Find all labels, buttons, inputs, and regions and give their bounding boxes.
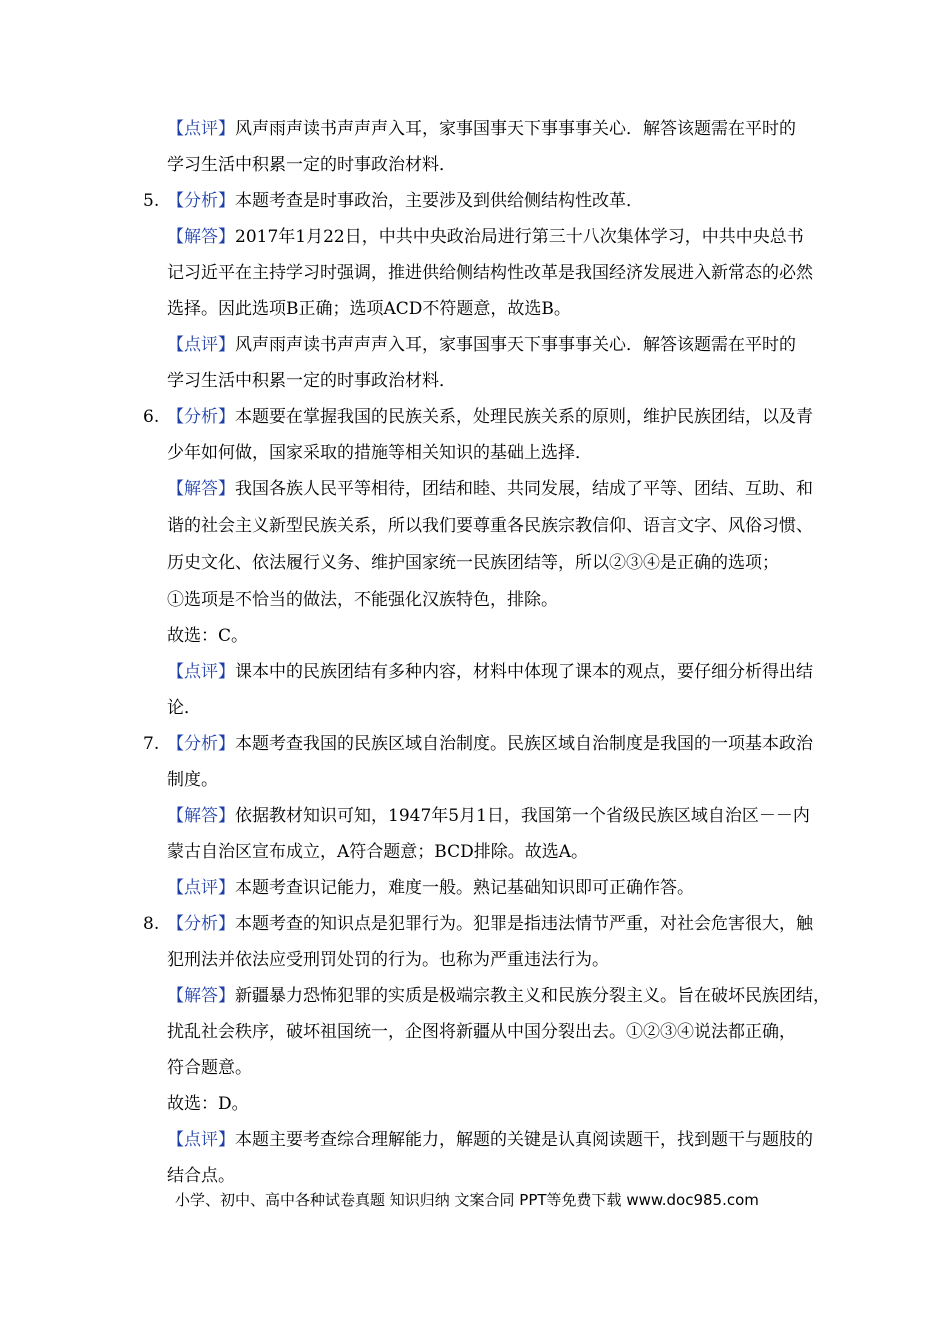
answer-line: ①选项是不恰当的做法，不能强化汉族特色，排除。 [167,590,558,610]
answer-line: 记习近平在主持学习时强调，推进供给侧结构性改革是我国经济发展进入新常态的必然 [167,263,813,283]
question-number: 7. [143,734,160,754]
answer-line: 【解答】依据教材知识可知，1947年5月1日，我国第一个省级民族区域自治区－－内 [167,806,810,826]
comment-line: 学习生活中积累一定的时事政治材料． [167,371,456,391]
question-number: 8. [143,914,160,934]
analysis-tag: 【分析】 [167,407,235,427]
comment-line: 【点评】本题考查识记能力，难度一般。熟记基础知识即可正确作答。 [167,878,694,898]
analysis-tag: 【分析】 [167,734,235,754]
answer-line: 【解答】新疆暴力恐怖犯罪的实质是极端宗教主义和民族分裂主义。旨在破坏民族团结， [167,986,830,1006]
analysis-line: 犯刑法并依法应受刑罚处罚的行为。也称为严重违法行为。 [167,950,609,970]
analysis-line: 少年如何做，国家采取的措施等相关知识的基础上选择． [167,443,592,463]
comment-line: 【点评】课本中的民族团结有多种内容，材料中体现了课本的观点，要仔细分析得出结 [167,662,813,682]
answer-line: 蒙古自治区宣布成立，A符合题意；BCD排除。故选A。 [167,842,588,862]
answer-tag: 【解答】 [167,479,235,499]
analysis-line: 【分析】本题考查是时事政治，主要涉及到供给侧结构性改革． [167,191,643,211]
answer-line: 选择。因此选项B正确；选项ACD不符题意，故选B。 [167,299,571,319]
comment-line: 论． [167,698,201,718]
comment-line: 【点评】本题主要考查综合理解能力，解题的关键是认真阅读题干，找到题干与题肢的 [167,1130,813,1150]
answer-line: 故选：C。 [167,626,249,646]
comment-tag: 【点评】 [167,662,235,682]
answer-line: 【解答】我国各族人民平等相待，团结和睦、共同发展，结成了平等、团结、互助、和 [167,479,813,499]
answer-line: 故选：D。 [167,1094,249,1114]
answer-line: 历史文化、依法履行义务、维护国家统一民族团结等，所以②③④是正确的选项； [167,553,779,573]
page-footer: 小学、初中、高中各种试卷真题 知识归纳 文案合同 PPT等免费下载 www.doc985.com [175,1191,759,1209]
question-number: 6. [143,407,160,427]
comment-tag: 【点评】 [167,335,235,355]
comment-line: 【点评】风声雨声读书声声声入耳，家事国事天下事事事关心．解答该题需在平时的 [167,119,796,139]
comment-tag: 【点评】 [167,878,235,898]
answer-tag: 【解答】 [167,806,235,826]
analysis-tag: 【分析】 [167,191,235,211]
comment-line: 【点评】风声雨声读书声声声入耳，家事国事天下事事事关心．解答该题需在平时的 [167,335,796,355]
analysis-line: 【分析】本题考查我国的民族区域自治制度。民族区域自治制度是我国的一项基本政治 [167,734,813,754]
answer-line: 符合题意。 [167,1058,252,1078]
comment-line: 学习生活中积累一定的时事政治材料． [167,155,456,175]
comment-tag: 【点评】 [167,1130,235,1150]
analysis-tag: 【分析】 [167,914,235,934]
comment-tag: 【点评】 [167,119,235,139]
analysis-line: 【分析】本题要在掌握我国的民族关系，处理民族关系的原则，维护民族团结，以及青 [167,407,813,427]
answer-tag: 【解答】 [167,227,235,247]
comment-line: 结合点。 [167,1166,235,1186]
analysis-line: 制度。 [167,770,218,790]
question-number: 5. [143,191,160,211]
analysis-line: 【分析】本题考查的知识点是犯罪行为。犯罪是指违法情节严重，对社会危害很大，触 [167,914,813,934]
answer-line: 【解答】2017年1月22日，中共中央政治局进行第三十八次集体学习，中共中央总书 [167,227,804,247]
answer-line: 谐的社会主义新型民族关系，所以我们要尊重各民族宗教信仰、语言文字、风俗习惯、 [167,516,813,536]
answer-line: 扰乱社会秩序，破坏祖国统一，企图将新疆从中国分裂出去。①②③④说法都正确， [167,1022,796,1042]
answer-tag: 【解答】 [167,986,235,1006]
